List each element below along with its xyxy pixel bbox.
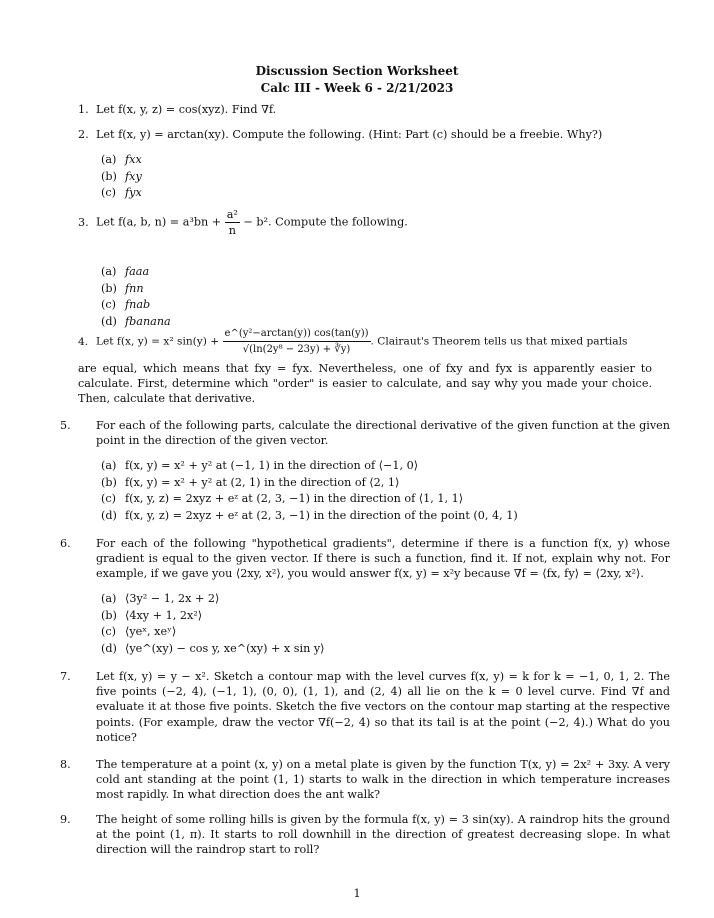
problem-number: 7. xyxy=(60,670,71,683)
problem-text: are equal, which means that fxy = fyx. Nevertheless, one of fxy and fyx is apparently easier to calculate. First, determine which "order" is easier to calculate, and say why you made your choice. Then, calculate that derivative. xyxy=(78,362,652,406)
problem-2-parts xyxy=(101,152,641,202)
problem-number: 2. xyxy=(78,128,89,141)
problem-text: Let f(x, y) = y − x². Sketch a contour map with the level curves f(x, y) = k for k = −1, 0, 1, 2. The five points (−2, 4), (−1, 1), (0, 0), (1, 1), and (2, 4) all lie on the k = 0 level curve. Find ∇f and evaluate it at those five points. Sketch the five vectors on the contour map starting at the respective points. (For example, draw the vector ∇f(−2, 4) so that its tail is at the point (−2, 4).) What do you notice? xyxy=(96,670,670,744)
problem-text: Let f(a, b, n) = a³bn + xyxy=(96,215,222,229)
list-item: (a) fxx xyxy=(101,153,142,166)
problem-4 xyxy=(78,326,652,357)
problem-4-continued xyxy=(78,361,652,407)
problem-text: For each of the following parts, calculate the directional derivative of the given function at the given point in the direction of the given vector. xyxy=(96,419,670,448)
page-number: 1 xyxy=(353,887,361,900)
list-item: (a) ⟨3y² − 1, 2x + 2⟩ xyxy=(101,592,220,605)
list-item: (d) ⟨ye^(xy) − cos y, xe^(xy) + x sin y⟩ xyxy=(101,641,325,655)
list-item: (a) f(x, y) = x² + y² at (−1, 1) in the direction of ⟨−1, 0⟩ xyxy=(101,459,419,472)
list-item: (b) f(x, y) = x² + y² at (2, 1) in the direction of ⟨2, 1⟩ xyxy=(101,475,400,489)
list-item: (c) fnab xyxy=(101,298,151,311)
problem-1 xyxy=(78,102,652,117)
problem-3-parts xyxy=(101,264,641,330)
list-item: (b) fnn xyxy=(101,281,144,295)
fraction: $\frac{\text{e\textasciicircum{}(y²−arctan(y)) cos(tan(y))}}{\text{√(ln(2y⁸ − 23y) + ∛y)}}$ xyxy=(224,328,369,356)
problem-5-parts xyxy=(101,458,641,524)
problem-number: 4. xyxy=(78,335,89,348)
problem-6 xyxy=(60,536,670,582)
problem-number: 6. xyxy=(60,537,71,550)
problem-number: 8. xyxy=(60,758,71,771)
problem-text-after: − b². Compute the following. xyxy=(243,215,408,229)
list-item: (a) faaa xyxy=(101,265,150,278)
problem-text: Let f(x, y, z) = cos(xyz). Find ∇f. xyxy=(96,103,277,116)
problem-2 xyxy=(78,127,652,142)
problem-number: 1. xyxy=(78,103,89,116)
problem-text-after: . Clairaut's Theorem tells us that mixed partials xyxy=(370,335,628,348)
list-item: (c) ⟨yeˣ, xeʸ⟩ xyxy=(101,625,177,638)
list-item: (c) fyx xyxy=(101,186,142,199)
problem-text: The height of some rolling hills is given by the formula f(x, y) = 3 sin(xy). A raindrop hits the ground at the point (1, π). It starts to roll downhill in the direction of greatest decreasing slope. In what direction will the raindrop start to roll? xyxy=(96,813,670,857)
problem-6-parts xyxy=(101,591,641,657)
problem-number: 3. xyxy=(78,215,89,229)
problem-text: Let f(x, y) = x² sin(y) + xyxy=(96,335,220,348)
list-item: (d) f(x, y, z) = 2xyz + eᶻ at (2, 3, −1) in the direction of the point (0, 4, 1) xyxy=(101,508,518,522)
list-item: (c) f(x, y, z) = 2xyz + eᶻ at (2, 3, −1) in the direction of ⟨1, 1, 1⟩ xyxy=(101,492,464,505)
problem-text: Let f(x, y) = arctan(xy). Compute the following. (Hint: Part (c) should be a freebie. Why?) xyxy=(96,128,603,141)
page-subtitle: Calc III - Week 6 - 2/21/2023 xyxy=(260,81,454,95)
list-item: (b) ⟨4xy + 1, 2x²⟩ xyxy=(101,608,203,622)
problem-text: For each of the following "hypothetical gradients", determine if there is a function f(x, y) whose gradient is equal to the given vector. If there is such a function, find it. If not, explain why not. For example, if we gave you ⟨2xy, x²⟩, you would answer f(x, y) = x²y because ∇f = ⟨fx, fy⟩ = ⟨2xy, x²⟩. xyxy=(96,537,670,581)
problem-5 xyxy=(60,418,670,448)
problem-number: 9. xyxy=(60,813,71,826)
problem-9 xyxy=(60,812,670,858)
problem-text: The temperature at a point (x, y) on a metal plate is given by the function T(x, y) = 2x² + 3xy. A very cold ant standing at the point (1, 1) starts to walk in the direction in which temperature increases most rapidly. In what direction does the ant walk? xyxy=(96,758,670,802)
list-item: (b) fxy xyxy=(101,169,142,183)
page-title: Discussion Section Worksheet xyxy=(255,64,459,78)
problem-7 xyxy=(60,669,670,745)
problem-number: 5. xyxy=(60,419,71,432)
fraction: $\frac{\text{a²}}{n}$ xyxy=(226,208,238,238)
list-item: (d) fbanana xyxy=(101,314,171,328)
problem-3 xyxy=(78,207,652,238)
problem-8 xyxy=(60,757,670,803)
